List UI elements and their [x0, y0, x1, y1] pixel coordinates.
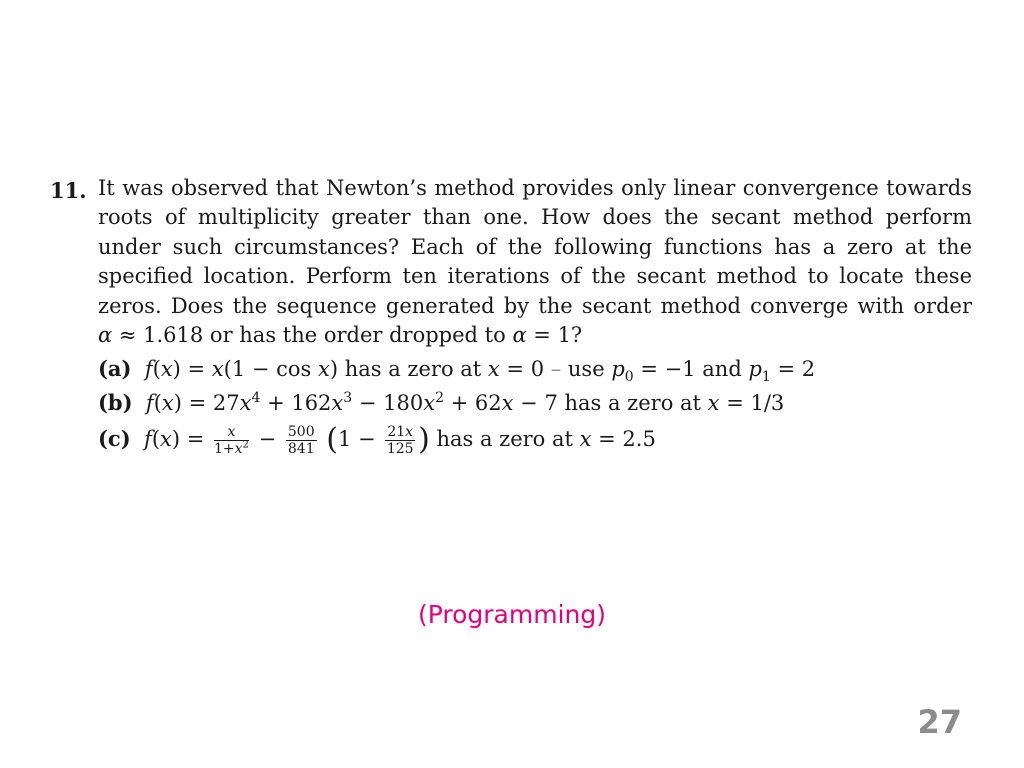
- statement-line: under such circumstances? Each of the following functions has a zero at the: [98, 234, 972, 259]
- math-var: f: [145, 391, 154, 416]
- problem-number: 11.: [50, 178, 87, 203]
- fraction-x-over-1-plus-x2: [214, 425, 249, 456]
- statement-line: specified location. Perform ten iterations of the secant method to locate these: [98, 264, 972, 289]
- statement-line: zeros. Does the sequence generated by the secant method converge with order: [98, 293, 972, 318]
- math-var: x: [239, 391, 252, 416]
- statement-line: It was observed that Newton’s method provides only linear convergence towards: [98, 176, 972, 200]
- fraction-numerator: x: [214, 425, 249, 441]
- math-var: x: [211, 357, 224, 382]
- part-label: (a): [98, 356, 132, 382]
- math-var: x: [318, 357, 330, 382]
- page-number: 27: [917, 703, 962, 741]
- part-a: (a) f(x) = x(1 − cos x) has a zero at x = 0 – use $p_0 = -1$ and $p_1 = 2$: [98, 356, 816, 386]
- math-var: x: [707, 391, 720, 416]
- math-text: 21: [387, 424, 406, 441]
- math-text: + 62: [443, 391, 502, 416]
- problem-statement: [98, 174, 972, 350]
- exponent: 4: [251, 390, 261, 407]
- subscript: 1: [761, 369, 771, 386]
- math-text: 1+: [214, 441, 235, 458]
- fraction-denominator: [214, 441, 249, 456]
- problem-11: [50, 174, 972, 458]
- math-text: = −1 and: [633, 357, 749, 382]
- math-var: x: [331, 391, 344, 416]
- alpha-symbol: α: [98, 323, 113, 348]
- math-var: f: [144, 357, 153, 382]
- subscript: 0: [624, 369, 634, 386]
- statement-line-last: [98, 321, 972, 350]
- math-text: ) has a zero at: [329, 357, 488, 382]
- math-var: x: [160, 427, 172, 452]
- fraction-denominator: 125: [386, 441, 414, 458]
- statement-text: ≈ 1.618 or has the order dropped to: [112, 323, 513, 348]
- math-text: 1 −: [338, 427, 383, 452]
- math-text: −: [251, 427, 283, 452]
- math-var: f: [144, 427, 152, 452]
- math-text: = 0: [499, 357, 551, 382]
- math-text: = 2.5: [591, 427, 656, 452]
- statement-text: = 1?: [526, 323, 583, 348]
- math-var: x: [234, 441, 243, 458]
- dash-separator: –: [550, 357, 562, 382]
- right-paren: ): [418, 422, 430, 458]
- math-var: x: [579, 427, 592, 452]
- fraction-numerator: 500: [287, 424, 315, 441]
- math-var: x: [160, 357, 173, 382]
- math-text: ) =: [171, 427, 211, 452]
- alpha-symbol: α: [512, 323, 527, 348]
- part-c: (c) f(x) = $\frac{x}{1+x^2}$ − $\frac{500}{841}$ (1 − $\frac{21x}{125}$ ) has a zero at x = 2.5: [98, 422, 656, 458]
- statement-line: roots of multiplicity greater than one. How does the secant method perform: [98, 205, 972, 230]
- math-var: p: [611, 357, 625, 382]
- part-label: (b): [98, 390, 133, 416]
- part-label: (c): [98, 426, 131, 452]
- math-var: x: [161, 391, 174, 416]
- math-var: x: [487, 357, 500, 382]
- exponent: 2: [242, 439, 249, 451]
- math-var: x: [405, 424, 414, 441]
- math-text: − 7 has a zero at: [513, 391, 708, 416]
- math-text: = 1/3: [719, 391, 785, 416]
- programming-note: (Programming): [417, 600, 606, 629]
- fraction-21x-over-125: [385, 425, 415, 456]
- left-paren: (: [326, 422, 339, 458]
- exponent: 3: [343, 390, 353, 407]
- fraction-numerator: [385, 425, 415, 441]
- math-text: ) =: [172, 357, 212, 382]
- math-text: (1 − cos: [223, 357, 319, 382]
- part-b: (b) $f(x) = 27x^4 + 162x^3 - 180x^2 + 62x - 7$ has a zero at x = 1/3: [98, 390, 785, 416]
- math-text: + 162: [260, 391, 332, 416]
- fraction-500-over-841: [286, 425, 317, 456]
- math-var: p: [748, 357, 762, 382]
- math-var: x: [501, 391, 514, 416]
- exponent: 2: [435, 390, 444, 407]
- math-text: = 2: [770, 357, 816, 382]
- math-text: − 180: [352, 391, 424, 416]
- math-text: use: [561, 357, 612, 382]
- math-text: has a zero at: [429, 427, 580, 452]
- math-text: ) = 27: [173, 391, 240, 416]
- fraction-denominator: 841: [287, 441, 315, 458]
- math-var: x: [423, 391, 436, 416]
